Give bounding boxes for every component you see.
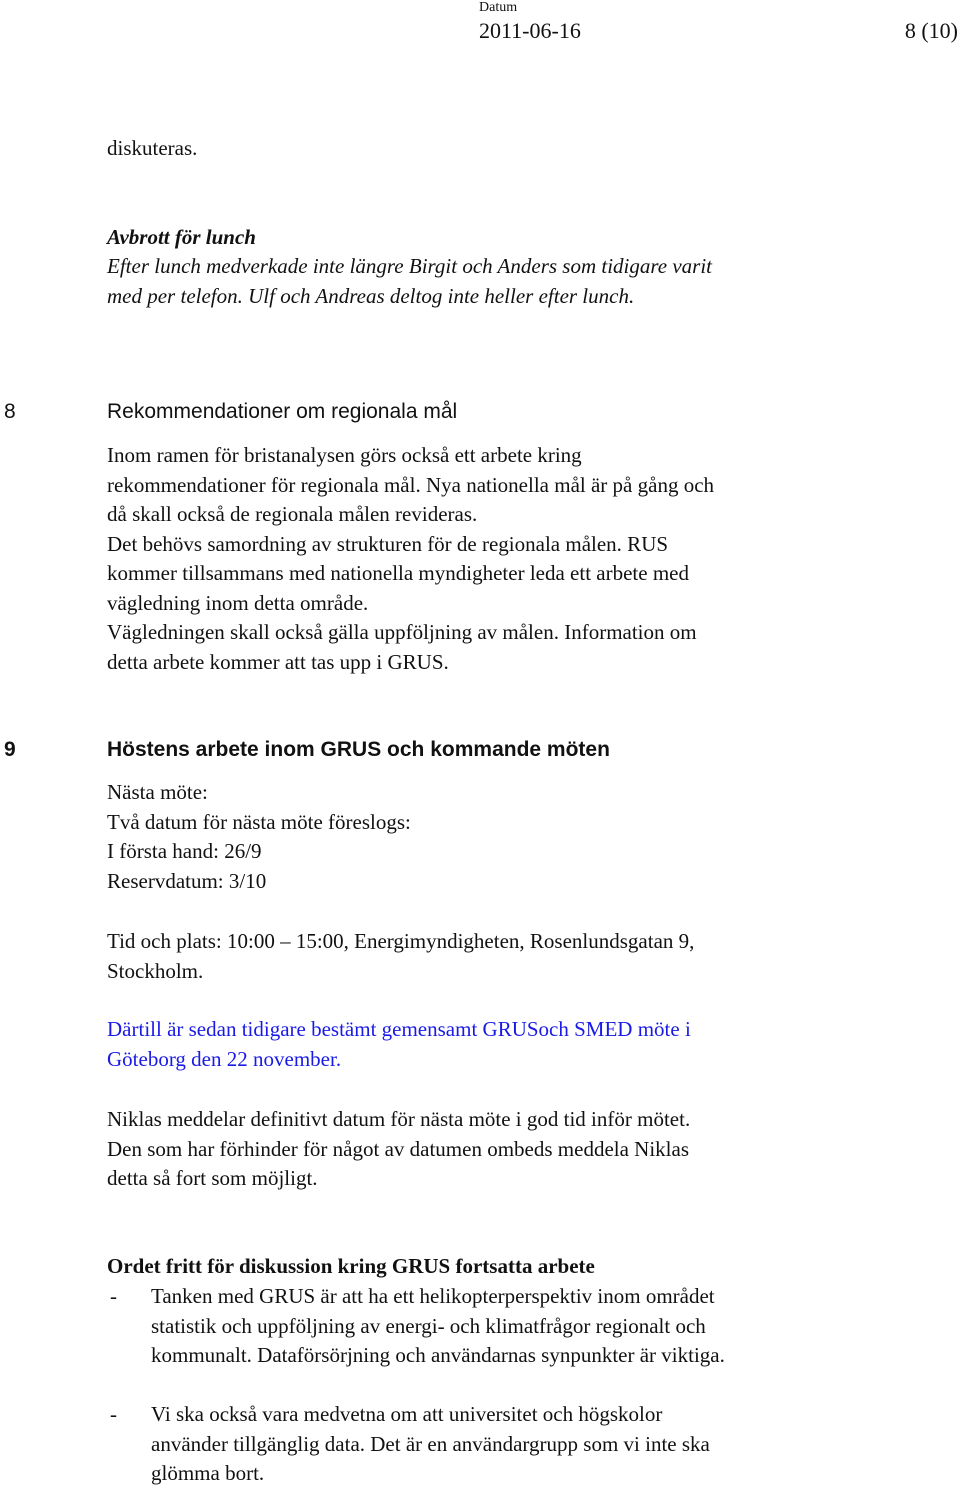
first-choice-date: I första hand: 26/9 [107,839,262,863]
niklas-note-line: Niklas meddelar definitivt datum för nästa möte i god tid inför mötet. [107,1107,691,1131]
next-meeting-label: Nästa möte: [107,780,208,804]
smed-meeting-note [107,1015,691,1074]
section-8-number: 8 [4,400,16,423]
section-9-title: Höstens arbete inom GRUS och kommande möten [107,738,610,761]
section-8-line: detta arbete kommer att tas upp i GRUS. [107,649,449,674]
meeting-info [107,778,411,896]
section-8-line: Vägledningen skall också gälla uppföljning av målen. Information om [107,620,697,644]
document-date: 2011-06-16 [479,18,581,43]
lunch-line: med per telefon. Ulf och Andreas deltog inte heller efter lunch. [107,283,635,308]
time-place-line: Tid och plats: 10:00 – 15:00, Energimyndigheten, Rosenlundsgatan 9, [107,929,695,953]
niklas-note-line: detta så fort som möjligt. [107,1166,318,1190]
bullet-item [151,1400,710,1489]
bullet-marker: - [110,1284,117,1308]
lunch-paragraph [107,252,712,311]
bullet-line: kommunalt. Dataförsörjning och användarnas synpunkter är viktiga. [151,1343,725,1367]
section-8-title: Rekommendationer om regionala mål [107,400,458,423]
bullet-line: Vi ska också vara medvetna om att universitet och högskolor [151,1402,663,1426]
time-place [107,927,694,986]
section-8-line: rekommendationer för regionala mål. Nya nationella mål är på gång och [107,472,715,497]
smed-note-line: Därtill är sedan tidigare bestämt gemensamt GRUSoch SMED möte i [107,1017,691,1041]
niklas-note [107,1105,690,1194]
lunch-heading: Avbrott för lunch [107,225,256,249]
section-8-line: vägledning inom detta område. [107,590,369,615]
lunch-line: Efter lunch medverkade inte längre Birgit och Anders som tidigare varit [107,254,713,278]
time-place-line: Stockholm. [107,958,204,983]
section-8-line: kommer tillsammans med nationella myndigheter leda ett arbete med [107,561,689,585]
bullet-item [151,1282,725,1371]
smed-note-line: Göteborg den 22 november. [107,1046,342,1071]
niklas-note-line: Den som har förhinder för något av datumen ombeds meddela Niklas [107,1136,690,1161]
section-8-line: Inom ramen för bristanalysen görs också ett arbete kring [107,443,582,467]
continuation-text: diskuteras. [107,136,198,160]
bullet-line: glömma bort. [151,1461,265,1485]
date-label: Datum [479,0,518,15]
bullet-line: Tanken med GRUS är att ha ett helikopterperspektiv inom området [151,1284,715,1308]
bullet-line: använder tillgänglig data. Det är en användargrupp som vi inte ska [151,1431,710,1456]
bullet-marker: - [110,1402,117,1426]
section-9-number: 9 [4,738,16,761]
page-number: 8 (10) [904,18,958,43]
proposed-dates-line: Två datum för nästa möte föreslogs: [107,809,411,834]
section-8-line: då skall också de regionala målen revideras. [107,502,478,526]
section-8-line: Det behövs samordning av strukturen för de regionala målen. RUS [107,531,669,556]
section-8-body [107,441,714,677]
bullet-line: statistik och uppföljning av energi- och klimatfrågor regionalt och [151,1313,706,1338]
reserve-date: Reservdatum: 3/10 [107,868,267,893]
discussion-heading: Ordet fritt för diskussion kring GRUS fortsatta arbete [107,1254,595,1278]
